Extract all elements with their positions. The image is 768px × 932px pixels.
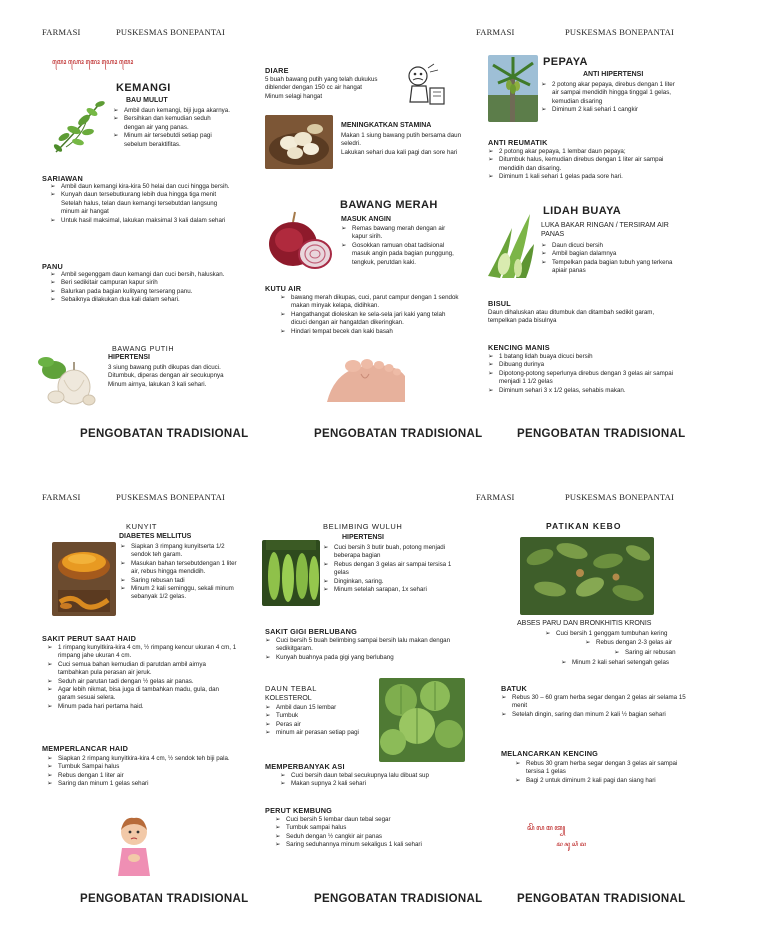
footer-title: PENGOBATAN TRADISIONAL bbox=[517, 893, 686, 905]
kemangi-title: KEMANGI bbox=[116, 82, 171, 94]
list-item: ➢ Minum 2 kali seminggu, sekali minum sebanyak 1/2 gelas. bbox=[120, 585, 240, 602]
list-item: ➢ Seduh dengan ½ cangkir air panas bbox=[275, 833, 465, 841]
signature-name: ꦢꦤꦸꦱꦶꦢ bbox=[556, 841, 588, 848]
list-item: ➢ Bersihkan dan kemudian seduh dengan air yang panas. bbox=[113, 115, 233, 132]
asi-list bbox=[280, 772, 465, 789]
list-item: ➢ Kunyah daun tersebutkurang lebih dua hingga tiga menit Setelah halus, telan daun kemangi tersebutdan langsung minum air hangat bbox=[50, 191, 234, 216]
list-item: ➢ Saring dan minum 1 gelas sehari bbox=[47, 780, 237, 788]
turmeric-image bbox=[52, 542, 116, 616]
list-item: ➢ Ambil daun 15 lembar bbox=[265, 704, 375, 712]
bawang-merah-title: BAWANG MERAH bbox=[340, 199, 438, 211]
list-item: ➢ Bagi 2 untuk diminum 2 kali pagi dan siang hari bbox=[515, 777, 687, 785]
kolesterol-heading: KOLESTEROL bbox=[265, 695, 312, 702]
cartoon-girl-image bbox=[112, 814, 156, 880]
stamina-heading: MENINGKATKAN STAMINA bbox=[341, 122, 432, 129]
asma-heading: ABSES PARU DAN BRONKHITIS KRONIS bbox=[517, 620, 652, 627]
list-item: ➢ Gosokkan ramuan obat tadisional masuk angin pada bagian punggung, tengkuk, perutdan kaki. bbox=[341, 242, 461, 267]
list-item: ➢ Dibuang durinya bbox=[488, 361, 681, 369]
masuk-angin-list bbox=[341, 225, 461, 267]
header-farmasi: FARMASI bbox=[42, 27, 81, 37]
list-item: ➢ Tumbuk Sampai halus bbox=[47, 763, 237, 771]
list-item: ➢ 2 potong akar pepaya, 1 lembar daun pepaya; bbox=[488, 148, 681, 156]
list-item: ➢ Minum 2 kali sehari setengah gelas bbox=[561, 659, 686, 667]
footer-title: PENGOBATAN TRADISIONAL bbox=[314, 893, 483, 905]
bawang-putih-image bbox=[34, 342, 100, 412]
list-item: ➢ Masukan bahan tersebutdengan 1 liter air, rebus hingga mendidih. bbox=[120, 560, 240, 577]
header-farmasi: FARMASI bbox=[476, 27, 515, 37]
list-item: ➢ Minum pada hari pertama haid. bbox=[47, 703, 237, 711]
bisul-heading: BISUL bbox=[488, 299, 511, 308]
list-item: ➢ Rebus 30 – 60 gram herba segar dengan 2 gelas air selama 15 menit bbox=[501, 694, 686, 711]
decorative-script-band: ꦩꦺꦴꦲꦺꦴꦩꦺꦴꦲꦺꦴꦩꦺꦴ bbox=[52, 58, 135, 66]
asma-list bbox=[561, 659, 686, 667]
daun-tebal-title: DAUN TEBAL bbox=[265, 684, 317, 693]
sariawan-list bbox=[50, 183, 234, 225]
kembung-list bbox=[275, 816, 465, 850]
antirematik-list bbox=[488, 148, 681, 182]
text-line: Ditumbuk, diperas dengan air secukupnya bbox=[108, 372, 224, 380]
text-line: 3 siung bawang putih dikupas dan dicuci. bbox=[108, 364, 221, 371]
diabetes-heading: DIABETES MELLITUS bbox=[119, 533, 192, 540]
masuk-angin-heading: MASUK ANGIN bbox=[341, 216, 391, 223]
batuk-list bbox=[501, 694, 686, 719]
footer-title: PENGOBATAN TRADISIONAL bbox=[80, 428, 249, 440]
list-item: ➢ Kunyah buahnya pada gigi yang berlubang bbox=[265, 654, 462, 662]
list-item: ➢ Rebus dengan 1 liter air bbox=[47, 772, 237, 780]
cartoon-sick-person-image bbox=[398, 62, 450, 110]
batuk-heading: BATUK bbox=[501, 684, 527, 693]
list-item: ➢ minum air perasan setiap pagi bbox=[265, 729, 375, 737]
patikan-kebo-image bbox=[520, 537, 654, 615]
daun-tebal-image bbox=[379, 678, 465, 762]
foot-image bbox=[325, 352, 407, 402]
luka-bakar-heading: LUKA BAKAR RINGAN / TERSIRAM AIR PANAS bbox=[541, 222, 669, 238]
list-item: ➢ Ambil daun kemangi, biji juga akarnya. bbox=[113, 107, 233, 115]
header-puskesmas: PUSKESMAS BONEPANTAI bbox=[565, 492, 675, 502]
list-item: ➢ Rebus dengan 2-3 gelas air bbox=[585, 639, 685, 647]
list-item: ➢ Cuci bersih daun tebal secukupnya lalu dibuat sup bbox=[280, 772, 465, 780]
text-line: 5 buah bawang putih yang telah dukukus bbox=[265, 76, 378, 83]
text-line: Minum selagi hangat bbox=[265, 92, 323, 100]
gigi-heading: SAKIT GIGI BERLUBANG bbox=[265, 627, 357, 636]
bisul-text: Daun dihaluskan atau ditumbuk dan ditambah sedikit garam, tempelkan pada bisulnya bbox=[488, 309, 655, 325]
list-item: ➢ Saring air rebusan bbox=[614, 649, 686, 657]
text-line: Lakukan sehari dua kali pagi dan sore hari bbox=[341, 148, 458, 156]
belimbing-title: BELIMBING WULUH bbox=[323, 522, 403, 531]
diabetes-list bbox=[120, 543, 240, 602]
bau-mulut-heading: BAU MULUT bbox=[126, 97, 168, 104]
kunyit-title: KUNYIT bbox=[126, 522, 158, 531]
list-item: ➢ Ambil segenggam daun kemangi dan cuci bersih, haluskan. bbox=[50, 271, 234, 279]
list-item: ➢ Diminum sehari 3 x 1/2 gelas, sehabis makan. bbox=[488, 387, 681, 395]
antirematik-heading: ANTI REUMATIK bbox=[488, 138, 548, 147]
melancar-haid-heading: MEMPERLANCAR HAID bbox=[42, 744, 129, 753]
list-item: ➢ Cuci bersih 5 lembar daun tebal segar bbox=[275, 816, 465, 824]
list-item: ➢ Daun dicuci bersih bbox=[541, 242, 681, 250]
kembung-heading: PERUT KEMBUNG bbox=[265, 806, 333, 815]
list-item: ➢ Seduh air parutan tadi dengan ½ gelas air panas. bbox=[47, 678, 237, 686]
kolesterol-list bbox=[265, 704, 375, 738]
hipertensi-text bbox=[108, 364, 240, 389]
header-puskesmas: PUSKESMAS BONEPANTAI bbox=[116, 27, 226, 37]
luka-bakar-list bbox=[541, 242, 681, 276]
list-item: ➢ Beri sedikitair campuran kapur sirih bbox=[50, 279, 234, 287]
header-puskesmas: PUSKESMAS BONEPANTAI bbox=[565, 27, 675, 37]
kutu-air-heading: KUTU AIR bbox=[265, 284, 302, 293]
sariawan-heading: SARIAWAN bbox=[42, 174, 83, 183]
hipertensi-heading: HIPERTENSI bbox=[342, 534, 385, 541]
patikan-kebo-title: PATIKAN KEBO bbox=[546, 521, 622, 531]
list-item: ➢ Setelah dingin, saring dan minum 2 kali ½ bagian sehari bbox=[501, 711, 686, 719]
footer-title: PENGOBATAN TRADISIONAL bbox=[80, 893, 249, 905]
signature-decoration: ꦱꦼꦭꦩꦠ꧀ bbox=[527, 824, 567, 832]
garlic-cloves-image bbox=[265, 115, 333, 169]
panu-list bbox=[50, 271, 234, 305]
list-item: ➢ Cuci bersih 3 butir buah, potong menjadi beberapa bagian bbox=[323, 544, 463, 561]
list-item: ➢ Minum air tersebutdi setiap pagi sebelum beraktifitas. bbox=[113, 132, 233, 149]
papaya-tree-image bbox=[488, 55, 538, 122]
text-line: diblender dengan 150 cc air hangat bbox=[265, 84, 363, 92]
list-item: ➢ Ambil daun kemangi kira-kira 50 helai dan cuci hingga bersih. bbox=[50, 183, 234, 191]
kemangi-image bbox=[46, 92, 114, 162]
diare-text bbox=[265, 76, 400, 101]
bau-mulut-list bbox=[113, 107, 233, 149]
list-item: ➢ Rebus 30 gram herba segar dengan 3 gelas air sampai tersisa 1 gelas bbox=[515, 760, 687, 777]
list-item: ➢ 2 potong akar pepaya, direbus dengan 1 liter air sampai mendidih hingga tinggal 1 gelas, kemudian disaring bbox=[541, 81, 681, 106]
list-item: ➢ Cuci semua bahan kemudian di parutdan ambil airnya tambahkan pula perasan air jeruk. bbox=[47, 661, 237, 678]
gigi-list bbox=[265, 637, 462, 662]
kencing-list bbox=[515, 760, 687, 785]
list-item: ➢ Ambil bagian dalamnya bbox=[541, 250, 681, 258]
list-item: ➢ Cuci bersih 5 buah belimbing sampai bersih lalu makan dengan sedikitgaram. bbox=[265, 637, 462, 654]
lidah-buaya-title: LIDAH BUAYA bbox=[543, 205, 622, 217]
list-item: ➢ Siapkan 3 rimpang kunyitserta 1/2 sendok teh garam. bbox=[120, 543, 240, 560]
header-farmasi: FARMASI bbox=[476, 492, 515, 502]
diare-heading: DIARE bbox=[265, 66, 289, 75]
kencing-manis-list bbox=[488, 353, 681, 395]
list-item: ➢ Balurkan pada bagian kulityang terserang panu. bbox=[50, 288, 234, 296]
list-item: ➢ bawang merah dikupas, cuci, parut campur dengan 1 sendok makan minyak kelapa, didihkan. bbox=[280, 294, 462, 311]
belimbing-wuluh-image bbox=[262, 540, 320, 606]
list-item: ➢ Saring seduhannya minum sekaligus 1 kali sehari bbox=[275, 841, 465, 849]
red-onion-image bbox=[265, 210, 335, 272]
list-item: ➢ Diminum 1 kali sehari 1 gelas pada sore hari. bbox=[488, 173, 681, 181]
asi-heading: MEMPERBANYAK ASI bbox=[265, 762, 345, 771]
list-item: ➢ Peras air bbox=[265, 721, 375, 729]
kutu-air-list bbox=[280, 294, 462, 336]
list-item: ➢ Diminum 2 kali sehari 1 cangkir bbox=[541, 106, 681, 114]
bawang-putih-title: BAWANG PUTIH bbox=[112, 344, 175, 353]
asma-list bbox=[545, 630, 685, 638]
list-item: ➢ Rebus dengan 3 gelas air sampai tersisa 1 gelas bbox=[323, 561, 463, 578]
list-item: ➢ Tumbuk sampai halus bbox=[275, 824, 465, 832]
list-item: ➢ Agar lebih nikmat, bisa juga di tambahkan madu, gula, dan garam sesuai selera. bbox=[47, 686, 237, 703]
pepaya-title: PEPAYA bbox=[543, 56, 588, 68]
asma-list bbox=[585, 639, 685, 647]
list-item: ➢ Makan supnya 2 kali sehari bbox=[280, 780, 465, 788]
header-puskesmas: PUSKESMAS BONEPANTAI bbox=[116, 492, 226, 502]
hipertensi-list bbox=[323, 544, 463, 594]
list-item: ➢ Sebaiknya dilakukan dua kali dalam sehari. bbox=[50, 296, 234, 304]
list-item: ➢ Untuk hasil maksimal, lakukan maksimal 3 kali dalam sehari bbox=[50, 217, 234, 225]
kencing-heading: MELANCARKAN KENCING bbox=[501, 749, 599, 758]
list-item: ➢ Siapkan 2 rimpang kunyitkira-kira 4 cm, ½ sendok teh biji pala. bbox=[47, 755, 237, 763]
list-item: ➢ Tempelkan pada bagian tubuh yang terkena apiair panas bbox=[541, 259, 681, 276]
list-item: ➢ Tumbuk bbox=[265, 712, 375, 720]
stamina-text bbox=[341, 132, 463, 157]
hipertensi-heading: HIPERTENSI bbox=[108, 354, 151, 361]
list-item: ➢ Ditumbuk halus, kemudian direbus dengan 1 liter air sampai mendidih dan disaring. bbox=[488, 156, 681, 173]
kencing-manis-heading: KENCING MANIS bbox=[488, 343, 550, 352]
list-item: ➢ 1 rimpang kunyitkira-kira 4 cm, ½ rimpang kencur ukuran 4 cm, 1 rimpang jahe ukuran 4 cm. bbox=[47, 644, 237, 661]
melancar-haid-list bbox=[47, 755, 237, 789]
haid-heading: SAKIT PERUT SAAT HAID bbox=[42, 634, 137, 643]
panu-heading: PANU bbox=[42, 262, 63, 271]
footer-title: PENGOBATAN TRADISIONAL bbox=[314, 428, 483, 440]
list-item: ➢ Remas bawang merah dengan air kapur sirih. bbox=[341, 225, 461, 242]
text-line: Makan 1 siung bawang putih bersama daun seledri. bbox=[341, 132, 462, 148]
list-item: ➢ Hindari tempat becek dan kaki basah bbox=[280, 328, 462, 336]
asma-list bbox=[614, 649, 686, 657]
list-item: ➢ Dinginkan, saring. bbox=[323, 578, 463, 586]
footer-title: PENGOBATAN TRADISIONAL bbox=[517, 428, 686, 440]
haid-list bbox=[47, 644, 237, 711]
text-line: Minum airnya, lakukan 3 kali sehari. bbox=[108, 380, 207, 388]
list-item: ➢ Saring rebusan tadi bbox=[120, 577, 240, 585]
antihipertensi-list bbox=[541, 81, 681, 115]
list-item: ➢ Cuci bersih 1 genggam tumbuhan kering bbox=[545, 630, 685, 638]
antihipertensi-heading: ANTI HIPERTENSI bbox=[583, 71, 644, 78]
list-item: ➢ Dipotong-potong seperlunya direbus dengan 3 gelas air sampai menjadi 1 1/2 gelas bbox=[488, 370, 681, 387]
header-farmasi: FARMASI bbox=[42, 492, 81, 502]
list-item: ➢ 1 batang lidah buaya dicuci bersih bbox=[488, 353, 681, 361]
list-item: ➢ Minum setelah sarapan, 1x sehari bbox=[323, 586, 463, 594]
aloe-vera-image bbox=[482, 208, 538, 280]
list-item: ➢ Hangathangat dioleskan ke sela-sela jari kaki yang telah dicuci dengan air hangatdan dikeringkan. bbox=[280, 311, 462, 328]
